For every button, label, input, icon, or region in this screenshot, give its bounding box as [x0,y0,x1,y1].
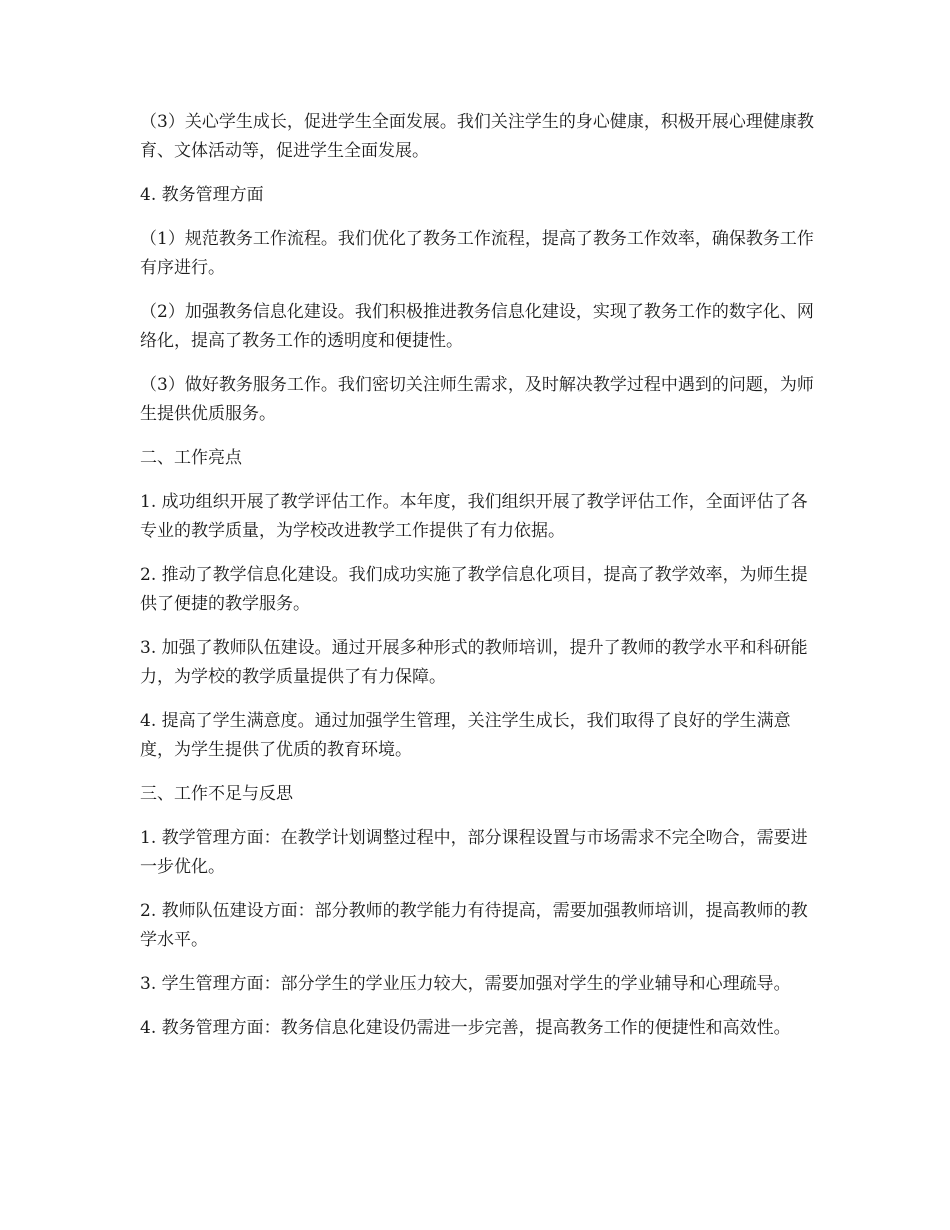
paragraph-shortcoming-affairs: 4. 教务管理方面：教务信息化建设仍需进一步完善，提高教务工作的便捷性和高效性。 [140,1018,791,1038]
paragraph-highlight-teachers: 3. 加强了教师队伍建设。通过开展多种形式的教师培训，提升了教师的教学水平和科研能力，为学校的教学质量提供了有力保障。 [140,638,808,687]
paragraph-student-growth: （3）关心学生成长，促进学生全面发展。我们关注学生的身心健康，积极开展心理健康教育、文体活动等，促进学生全面发展。 [140,112,814,161]
paragraph-highlight-informatization: 2. 推动了教学信息化建设。我们成功实施了教学信息化项目，提高了教学效率，为师生提供了便捷的教学服务。 [140,565,808,614]
paragraph-affairs-workflow: （1）规范教务工作流程。我们优化了教务工作流程，提高了教务工作效率，确保教务工作有序进行。 [140,229,814,278]
document-body [140,108,820,1058]
paragraph-shortcoming-students: 3. 学生管理方面：部分学生的学业压力较大，需要加强对学生的学业辅导和心理疏导。 [140,974,791,994]
paragraph-highlight-evaluation: 1. 成功组织开展了教学评估工作。本年度，我们组织开展了教学评估工作，全面评估了各专业的教学质量，为学校改进教学工作提供了有力依据。 [140,492,808,541]
section-heading-academic-affairs: 4. 教务管理方面 [140,185,264,205]
paragraph-highlight-satisfaction: 4. 提高了学生满意度。通过加强学生管理，关注学生成长，我们取得了良好的学生满意度，为学生提供了优质的教育环境。 [140,711,791,760]
paragraph-shortcoming-teaching: 1. 教学管理方面：在教学计划调整过程中，部分课程设置与市场需求不完全吻合，需要进一步优化。 [140,828,808,877]
section-heading-highlights: 二、工作亮点 [140,448,242,468]
paragraph-affairs-service: （3）做好教务服务工作。我们密切关注师生需求，及时解决教学过程中遇到的问题，为师生提供优质服务。 [140,375,814,424]
paragraph-shortcoming-teachers: 2. 教师队伍建设方面：部分教师的教学能力有待提高，需要加强教师培训，提高教师的教学水平。 [140,901,808,950]
section-heading-shortcomings: 三、工作不足与反思 [140,784,293,804]
paragraph-affairs-informatization: （2）加强教务信息化建设。我们积极推进教务信息化建设，实现了教务工作的数字化、网络化，提高了教务工作的透明度和便捷性。 [140,302,814,351]
